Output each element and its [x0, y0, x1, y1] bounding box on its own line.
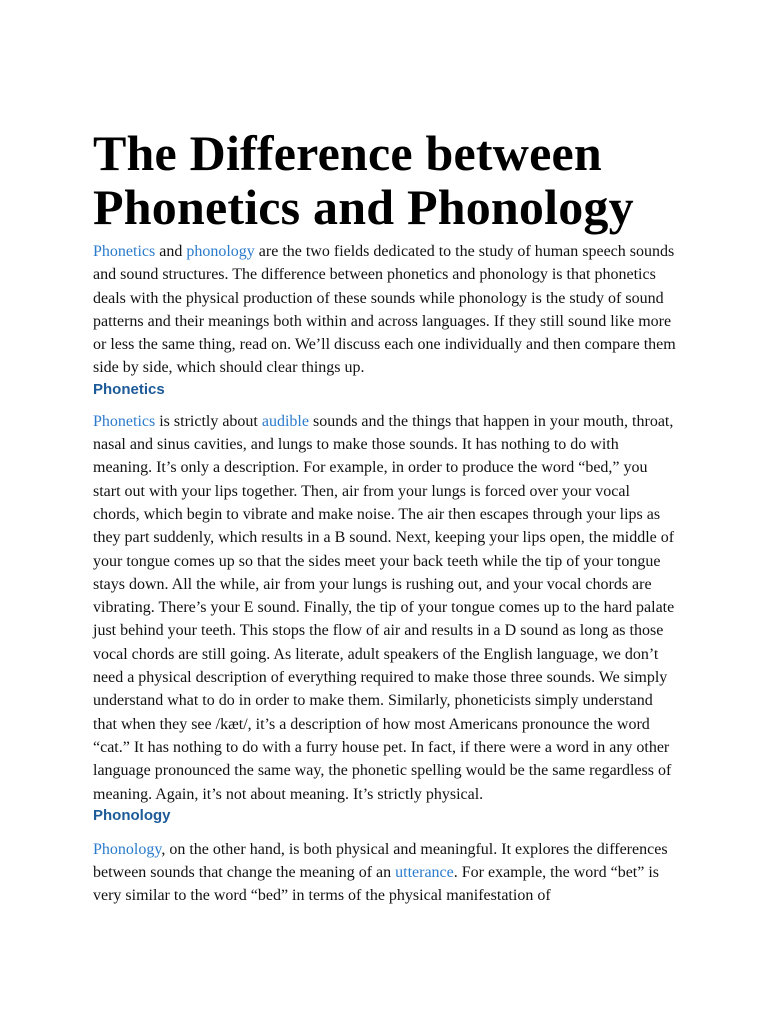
document-page	[93, 126, 677, 908]
section-heading-phonology: Phonology	[93, 806, 171, 824]
link-audible[interactable]: audible	[261, 412, 309, 430]
link-phonology-body[interactable]: Phonology	[93, 840, 162, 858]
intro-paragraph	[93, 240, 677, 380]
intro-text-2: are the two fields dedicated to the study of human speech sounds and sound structures. The difference between phonetics and phonology is that phonetics deals with the physical production of these sounds while phonology is the study of sound patterns and their meanings both within and across languages. If they still sound like more or less the same thing, read on. We’ll discuss each one individually and then compare them side by side, which should clear things up.	[93, 243, 676, 377]
intro-text-1: and	[155, 243, 187, 260]
link-utterance[interactable]: utterance	[395, 864, 454, 882]
link-phonology[interactable]: phonology	[186, 243, 255, 260]
page-title: The Difference between Phonetics and Phonology	[93, 125, 634, 235]
phonetics-paragraph	[93, 410, 677, 806]
section-heading-phonetics: Phonetics	[93, 380, 165, 398]
phonetics-text-2: sounds and the things that happen in your mouth, throat, nasal and sinus cavities, and lungs to make those sounds. It has nothing to do with meaning. It’s only a description. For example, in order to produce the word “bed,” you start out with your lips together. Then, air from your lungs is forced over your vocal chords, which begin to vibrate and make noise. The air then escapes through your lips as they part suddenly, which results in a B sound. Next, keeping your lips open, the middle of your tongue comes up so that the sides meet your back teeth while the tip of your tongue stays down. All the while, air from your lungs is rushing out, and your vocal chords are vibrating. There’s your E sound. Finally, the tip of your tongue comes up to the hard palate just behind your teeth. This stops the flow of air and results in a D sound as long as those vocal chords are still going. As literate, adult speakers of the English language, we don’t need a physical description of everything required to make those three sounds. We simply understand what to do in order to make them. Similarly, phoneticists simply understand that when they see /kæt/, it’s a description of how most Americans pronounce the word “cat.” It has nothing to do with a furry house pet. In fact, if there were a word in any other language pronounced the same way, the phonetic spelling would be the same regardless of meaning. Again, it’s not about meaning. It’s strictly physical.	[93, 412, 675, 803]
phonology-text-1: , on the other hand, is both physical and meaningful. It explores the differences between sounds that change the meaning of an	[93, 840, 668, 882]
phonology-paragraph	[93, 838, 677, 908]
phonology-text-2: . For example, the word “bet” is very similar to the word “bed” in terms of the physical manifestation of	[93, 864, 660, 905]
phonetics-text-1: is strictly about	[155, 412, 262, 430]
link-phonetics[interactable]: Phonetics	[93, 243, 156, 260]
link-phonetics-body[interactable]: Phonetics	[93, 412, 156, 430]
